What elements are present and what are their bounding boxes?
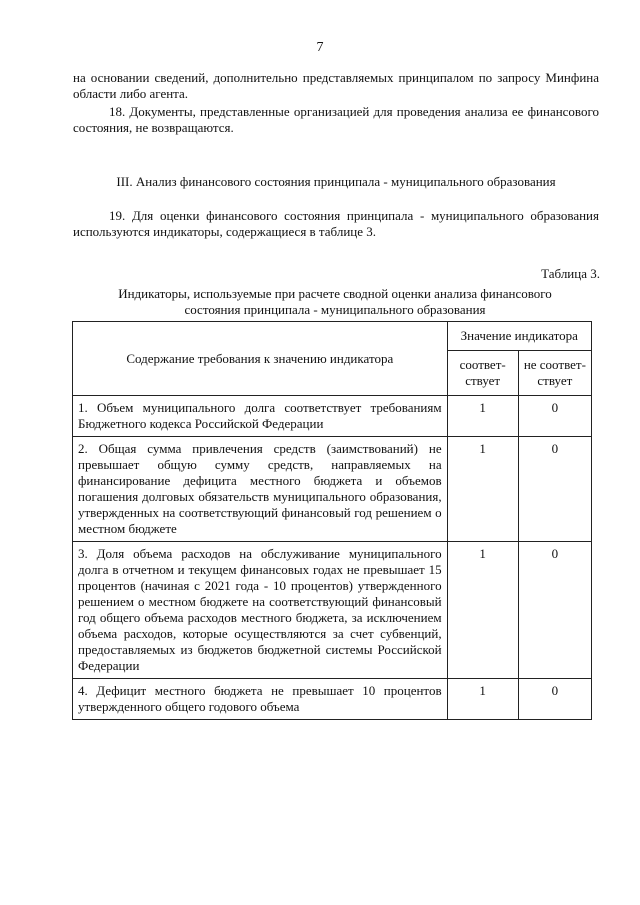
table-row — [73, 679, 592, 720]
table-label: Таблица 3. — [541, 266, 600, 281]
page-number: 7 — [316, 40, 324, 55]
row-3-not-complies: 0 — [518, 542, 591, 679]
row-1-requirement: 1. Объем муниципального долга соответствует требованиям Бюджетного кодекса Российской Федерации — [73, 396, 448, 437]
table-row — [73, 542, 592, 679]
table-row — [73, 396, 592, 437]
row-2-not-complies: 0 — [518, 437, 591, 542]
row-4-complies: 1 — [447, 679, 518, 720]
header-complies: соответ-ствует — [447, 351, 518, 396]
paragraph-18: 18. Документы, представленные организацией для проведения анализа ее финансового состояния, не возвращаются. — [73, 104, 599, 135]
row-3-complies: 1 — [447, 542, 518, 679]
header-requirement: Содержание требования к значению индикатора — [73, 322, 448, 396]
section-heading: III. Анализ финансового состояния принципала - муниципального образования — [116, 174, 556, 189]
row-1-not-complies: 0 — [518, 396, 591, 437]
row-2-requirement: 2. Общая сумма привлечения средств (заимствований) не превышает общую сумму средств, направляемых на финансирование дефицита местного бюджета и объемов погашения долговых обязательств муниципального образования, утвержденных на соответствующий финансовый год решением о местном бюджете — [73, 437, 448, 542]
table-caption: Индикаторы, используемые при расчете сводной оценки анализа финансового состояния принципала - муниципального образования — [118, 286, 552, 317]
row-1-complies: 1 — [447, 396, 518, 437]
table-row — [73, 437, 592, 542]
row-4-not-complies: 0 — [518, 679, 591, 720]
paragraph-19: 19. Для оценки финансового состояния принципала - муниципального образования используются индикаторы, содержащиеся в таблице 3. — [73, 208, 599, 239]
paragraph-continuation: на основании сведений, дополнительно представляемых принципалом по запросу Минфина области либо агента. — [73, 70, 599, 101]
row-2-complies: 1 — [447, 437, 518, 542]
header-not-complies: не соответ-ствует — [518, 351, 591, 396]
table-header-row — [73, 322, 592, 351]
row-3-requirement: 3. Доля объема расходов на обслуживание муниципального долга в отчетном и текущем финансовых годах не превышает 15 процентов (начиная с 2021 года - 10 процентов) утвержденного решением о местном бюджете на соответствующий финансовый год общего объема расходов местного бюджета, за исключением объема расходов, которые осуществляются за счет субвенций, предоставляемых из бюджетов бюджетной системы Российской Федерации — [73, 542, 448, 679]
row-4-requirement: 4. Дефицит местного бюджета не превышает 10 процентов утвержденного общего годового объема — [73, 679, 448, 720]
header-value: Значение индикатора — [447, 322, 591, 351]
indicators-table — [72, 321, 592, 720]
